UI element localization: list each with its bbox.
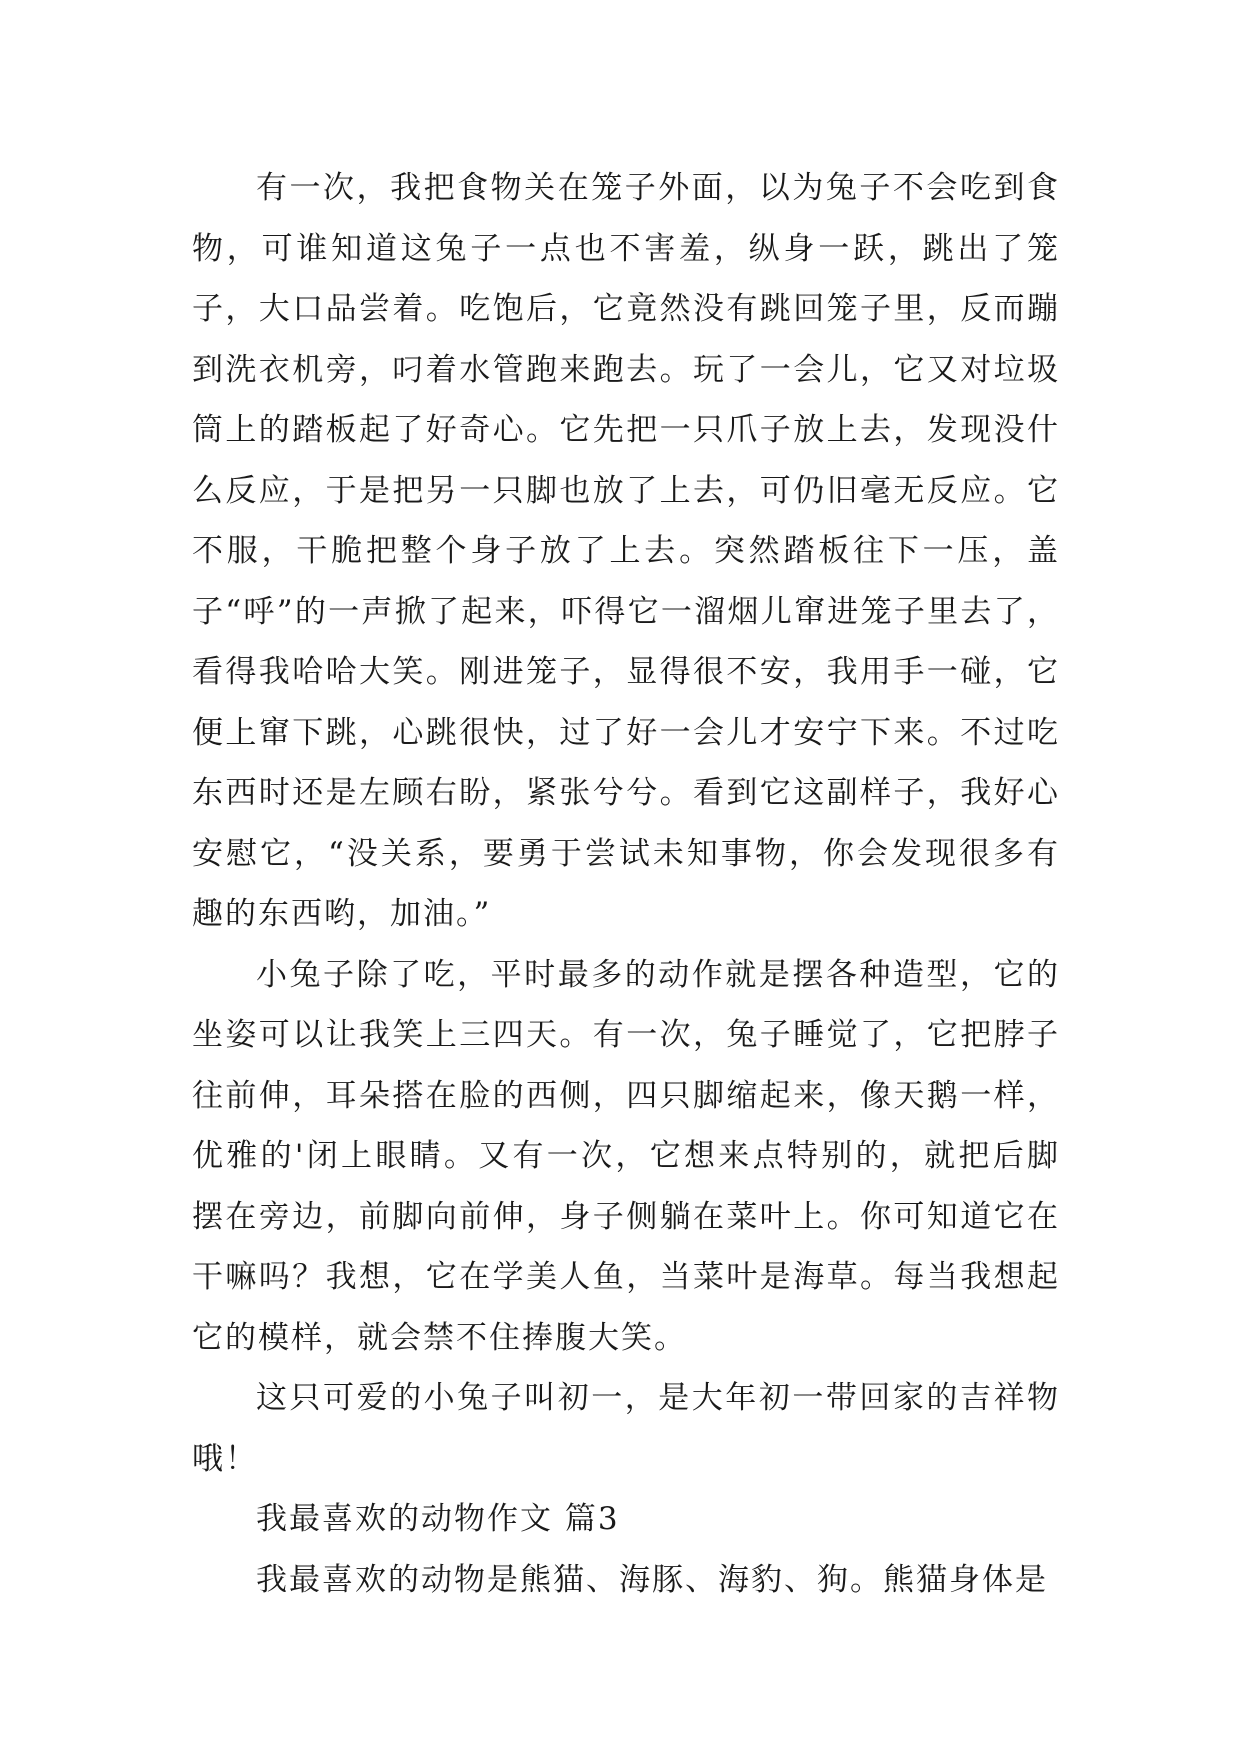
section-heading: 我最喜欢的动物作文 篇3 bbox=[256, 1501, 620, 1537]
paragraph-rabbit-poses: 小兔子除了吃，平时最多的动作就是摆各种造型，它的坐姿可以让我笑上三四天。有一次，兔子睡觉了，它把脖子往前伸，耳朵搭在脸的西侧，四只脚缩起来，像天鹅一样，优雅的'闭上眼睛。又有一次，它想来点特别的，就把后脚摆在旁边，前脚向前伸，身子侧躺在菜叶上。你可知道它在干嘛吗？我想，它在学美人鱼，当菜叶是海草。每当我想起它的模样，就会禁不住捧腹大笑。 bbox=[192, 956, 1060, 1356]
paragraph-favorite-animals: 我最喜欢的动物是熊猫、海豚、海豹、狗。熊猫身体是 bbox=[256, 1561, 1048, 1598]
paragraph-rabbit-name: 这只可爱的小兔子叫初一，是大年初一带回家的吉祥物哦！ bbox=[192, 1380, 1060, 1477]
document-body bbox=[192, 158, 1060, 1610]
paragraph-rabbit-escape: 有一次，我把食物关在笼子外面，以为兔子不会吃到食物，可谁知道这兔子一点也不害羞，纵身一跃，跳出了笼子，大口品尝着。吃饱后，它竟然没有跳回笼子里，反而蹦到洗衣机旁，叼着水管跑来跑去。玩了一会儿，它又对垃圾筒上的踏板起了好奇心。它先把一只爪子放上去，发现没什么反应，于是把另一只脚也放了上去，可仍旧毫无反应。它不服，干脆把整个身子放了上去。突然踏板往下一压，盖子“呼”的一声掀了起来，吓得它一溜烟儿窜进笼子里去了，看得我哈哈大笑。刚进笼子，显得很不安，我用手一碰，它便上窜下跳，心跳很快，过了好一会儿才安宁下来。不过吃东西时还是左顾右盼，紧张兮兮。看到它这副样子，我好心安慰它，“没关系，要勇于尝试未知事物，你会发现很多有趣的东西哟，加油。” bbox=[192, 170, 1060, 932]
